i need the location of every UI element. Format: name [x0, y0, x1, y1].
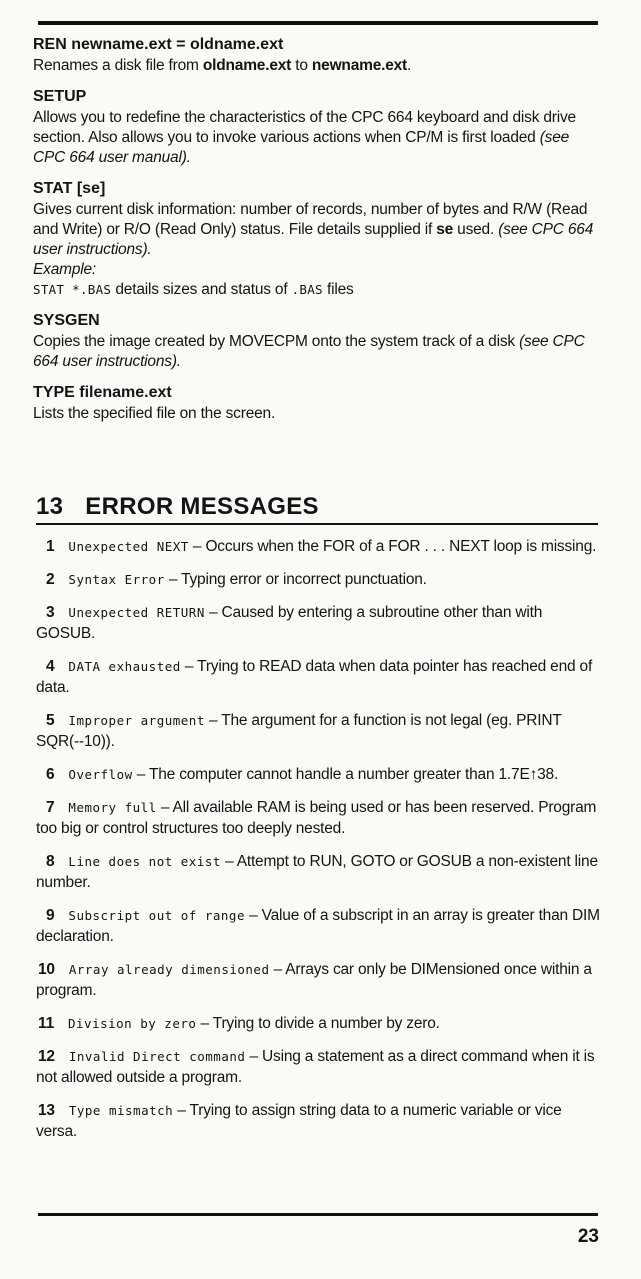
command-type — [33, 382, 599, 424]
desc-text: Renames a disk file from — [33, 57, 203, 74]
error-number: 4 — [46, 658, 55, 675]
error-item — [36, 959, 602, 1001]
error-description: – Trying to READ data when data pointer has reached end of data. — [36, 658, 593, 696]
example-code: .BAS — [291, 282, 323, 297]
error-list — [36, 536, 602, 1154]
error-description: – All available RAM is being used or has been reserved. Program too big or control structures too deeply nested. — [36, 799, 597, 837]
error-code: DATA exhausted — [68, 659, 181, 674]
example-label: Example: — [33, 261, 97, 278]
error-number: 1 — [46, 538, 55, 555]
desc-text: . — [407, 57, 412, 74]
example-code: STAT *.BAS — [33, 282, 112, 297]
chapter-heading — [36, 492, 598, 525]
example-line — [33, 280, 599, 300]
example-text: files — [322, 281, 354, 298]
error-number: 5 — [46, 712, 55, 729]
command-name: SETUP — [33, 88, 87, 105]
error-code: Array already dimensioned — [68, 962, 270, 977]
command-ren — [33, 34, 599, 76]
top-rule — [38, 21, 598, 25]
error-code: Syntax Error — [68, 572, 165, 587]
error-description: – Occurs when the FOR of a FOR . . . NEXT loop is missing. — [188, 538, 597, 555]
command-setup — [33, 86, 599, 168]
error-description: – Caused by entering a subroutine other than with GOSUB. — [36, 604, 543, 642]
error-code: Division by zero — [68, 1016, 197, 1031]
error-item — [36, 905, 602, 947]
error-number: 3 — [46, 604, 55, 621]
error-code: Overflow — [68, 767, 133, 782]
error-item — [36, 602, 602, 644]
error-code: Unexpected NEXT — [68, 539, 189, 554]
error-number: 9 — [46, 907, 55, 924]
error-description: – Trying to divide a number by zero. — [196, 1015, 440, 1032]
command-name: REN newname.ext = oldname.ext — [33, 36, 284, 53]
page-number: 23 — [577, 1226, 599, 1247]
error-code: Line does not exist — [68, 854, 221, 869]
error-item — [36, 1100, 602, 1142]
desc-text: Allows you to redefine the characteristics of the CPC 664 keyboard and disk drive section. Also allows you to invoke various actions when CP/M is first loaded — [33, 109, 576, 146]
error-item — [36, 569, 602, 590]
error-number: 12 — [38, 1048, 55, 1065]
error-description: – Trying to assign string data to a numeric variable or vice versa. — [36, 1102, 562, 1140]
error-number: 8 — [46, 853, 55, 870]
error-code: Type mismatch — [68, 1103, 174, 1118]
error-item — [36, 656, 602, 698]
error-number: 2 — [46, 571, 55, 588]
desc-text: used. — [453, 221, 499, 238]
command-description — [33, 108, 599, 168]
error-item — [36, 1013, 602, 1034]
error-item — [36, 797, 602, 839]
error-item — [36, 1046, 602, 1088]
error-item — [36, 851, 602, 893]
error-number: 10 — [38, 961, 55, 978]
desc-text: to — [291, 57, 312, 74]
desc-bold: se — [436, 221, 454, 238]
example-text: details sizes and status of — [111, 281, 292, 298]
error-description: – Using a statement as a direct command when it is not allowed outside a program. — [36, 1048, 595, 1086]
command-name: STAT [se] — [33, 180, 106, 197]
command-list — [33, 34, 599, 434]
error-description: – Typing error or incorrect punctuation. — [164, 571, 427, 588]
error-description: – Attempt to RUN, GOTO or GOSUB a non-existent line number. — [36, 853, 598, 891]
error-description: – Value of a subscript in an array is greater than DIM declaration. — [36, 907, 600, 945]
desc-bold: oldname.ext — [202, 57, 292, 74]
error-number: 7 — [46, 799, 55, 816]
chapter-title-text: ERROR MESSAGES — [85, 493, 319, 520]
error-item — [36, 710, 602, 752]
error-description: – The argument for a function is not legal (eg. PRINT SQR(--10)). — [36, 712, 562, 750]
error-item — [36, 764, 602, 785]
command-stat — [33, 178, 599, 300]
desc-text: Copies the image created by MOVECPM onto the system track of a disk — [33, 333, 520, 350]
command-description — [33, 332, 599, 372]
error-number: 13 — [38, 1102, 55, 1119]
command-name: TYPE filename.ext — [33, 384, 172, 401]
command-sysgen — [33, 310, 599, 372]
error-code: Unexpected RETURN — [68, 605, 205, 620]
error-number: 6 — [46, 766, 55, 783]
chapter-title — [36, 492, 598, 522]
error-code: Memory full — [68, 800, 157, 815]
error-code: Improper argument — [68, 713, 205, 728]
bottom-rule — [38, 1213, 598, 1216]
desc-italic: (see CPC 664 user instructions). — [33, 221, 594, 258]
command-description — [33, 200, 599, 260]
error-code: Invalid Direct command — [68, 1049, 246, 1064]
error-number: 11 — [38, 1015, 54, 1032]
chapter-rule — [36, 523, 598, 525]
error-description: – The computer cannot handle a number greater than 1.7E↑38. — [132, 766, 559, 783]
error-item — [36, 536, 602, 557]
error-description: – Arrays car only be DIMensioned once within a program. — [36, 961, 592, 999]
error-code: Subscript out of range — [68, 908, 245, 923]
desc-italic: (see CPC 664 user instructions). — [33, 333, 585, 370]
desc-bold: newname.ext — [311, 57, 408, 74]
desc-italic: (see CPC 664 user manual). — [33, 129, 570, 166]
chapter-number: 13 — [36, 493, 64, 520]
command-name: SYSGEN — [33, 312, 100, 329]
desc-text: Gives current disk information: number of records, number of bytes and R/W (Read and Write) or R/O (Read Only) status. File details supplied if — [33, 201, 588, 238]
command-description: Lists the specified file on the screen. — [33, 405, 276, 422]
command-description — [33, 56, 599, 76]
